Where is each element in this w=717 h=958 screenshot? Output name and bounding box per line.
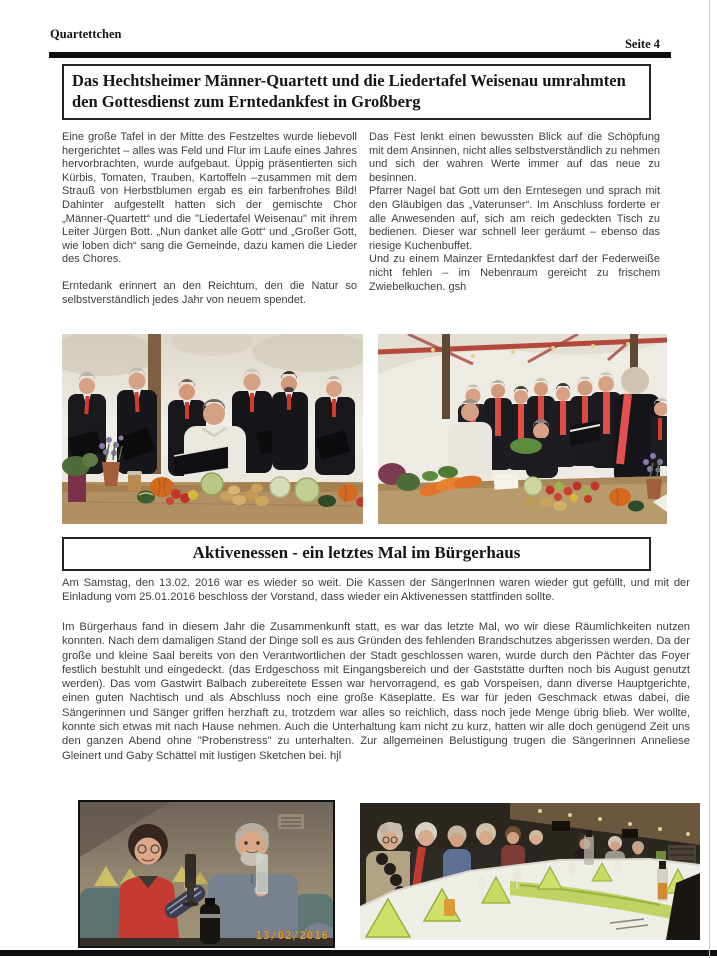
photo-mixed-choir-svg	[378, 334, 667, 524]
photo-mixed-choir	[378, 334, 667, 524]
article1-right-column	[369, 131, 660, 307]
page-edge-line	[709, 0, 710, 958]
article2-headline: Aktivenessen - ein letztes Mal im Bürgerhaus	[62, 537, 651, 571]
article1-body	[62, 131, 660, 307]
newsletter-title: Quartettchen	[50, 27, 122, 41]
footer-rule	[0, 950, 717, 956]
header-rule	[49, 52, 671, 58]
page-number: Seite 4	[624, 37, 660, 51]
photo-dinner-table-svg	[360, 803, 700, 940]
article1-left-p1: Eine große Tafel in der Mitte des Festzeltes wurde liebevoll hergerichtet – alles was Feld und Flur im Laufe eines Jahres hervorbrachten, wurde aufgebaut. Üppig präsentierten sich Kürbis, Tomaten, Trauben, Kartoffeln –zusammen mit dem Strauß von Herbstblumen ergab es ein farbenfrohes Bild! Dahinter aufgestellt hatten sich der gemischte Chor „Männer-Quartett“ und die "Liedertafel Weisenau" mit ihrem Leiter Jürgen Bott. „Nun danket alle Gott“ und „Großer Gott, wie loben dich“ sang die Gemeinde, dazu kamen die Lieder des Chores.	[62, 131, 357, 266]
wall-vent	[278, 814, 304, 829]
article1-left-column	[62, 131, 357, 307]
article2-p2: Im Bürgerhaus fand in diesem Jahr die Zusammenkunft statt, es war das letzte Mal, wo wir diese Räumlichkeiten nutzen konnten. Nach dem damaligen Stand der Dinge soll es aus Gründen des fehlenden Brandschutzes abgerissen werden. Da der große und kleine Saal bereits von den Verantwortlichen der Stadt geschlossen waren, wurde durch den Pächter das Foyer festlich bestuhlt und eingedeckt. (das Erdgeschoss mit Eingangsbereich und der Gaststätte durften noch bis August genutzt werden). Das vom Gastwirt Balbach zubereitete Essen war hervorragend, es gab Vorspeisen, dann diverse Hauptgerichte, einen guten Nachtisch und als Abschluss noch eine große Käseplatte. Es war für jeden Geschmack etwas dabei, die Sängerinnen und Sänger griffen herzhaft zu, trotzdem war alles so reichlich, dass noch jede Menge übrig blieb. Wer wollte, konnte sich etwas mit nach Hause nehmen. Auch die Unterhaltung kam nicht zu kurz, hatten wir alle doch genügend Zeit uns den ganzen Abend ohne "Probenstress" zu unterhalten. Zur allgemeinen Belustigung trugen die Sängerinnen Anneliese Gleinert und Gaby Schättel mit lustigen Sketchen bei. hjl	[62, 621, 690, 762]
photo-mens-choir	[62, 334, 363, 524]
photo-datestamp: 13/02/2016	[255, 930, 329, 942]
photo-mens-choir-svg	[62, 334, 363, 524]
article1-right-p3: Und zu einem Mainzer Erntedankfest darf der Federweiße nicht fehlen – im Nebenraum gereicht zu frischem Zwiebelkuchen. gsh	[369, 253, 660, 293]
article1-left-p2: Erntedank erinnert an den Reichtum, den die Natur so selbstverständlich jedes Jahr von neuem spendet.	[62, 279, 357, 306]
article1-headline: Das Hechtsheimer Männer-Quartett und die Liedertafel Weisenau umrahmten den Gottesdienst zum Erntedankfest in Großberg	[62, 64, 651, 120]
article1-right-p2: Pfarrer Nagel bat Gott um den Erntesegen und sprach mit den Gläubigen das „Vaterunser“. Im Anschluss forderte er alle Anwesenden auf, sich am reich gedeckten Tisch zu bedienen. Dieser war schnell leer geräumt – ebenso das riesige Kuchenbuffet.	[369, 185, 660, 252]
article2-p1: Am Samstag, den 13.02. 2016 war es wieder so weit. Die Kassen der SängerInnen waren wieder gut gefüllt, und mit der Einladung vom 25.01.2016 beschloss der Vorstand, dass wieder ein Aktivenessen stattfinden sollte.	[62, 577, 690, 604]
photo-toasting-couple	[78, 800, 335, 948]
article1-right-p1: Das Fest lenkt einen bewussten Blick auf die Schöpfung mit dem Ansinnen, nicht alles selbstverständlich zu nehmen und sich der wahren Werte immer auf das neue zu besinnen.	[369, 131, 660, 184]
photo-dinner-table	[360, 803, 700, 940]
photo-toasting-couple-svg	[80, 802, 333, 946]
